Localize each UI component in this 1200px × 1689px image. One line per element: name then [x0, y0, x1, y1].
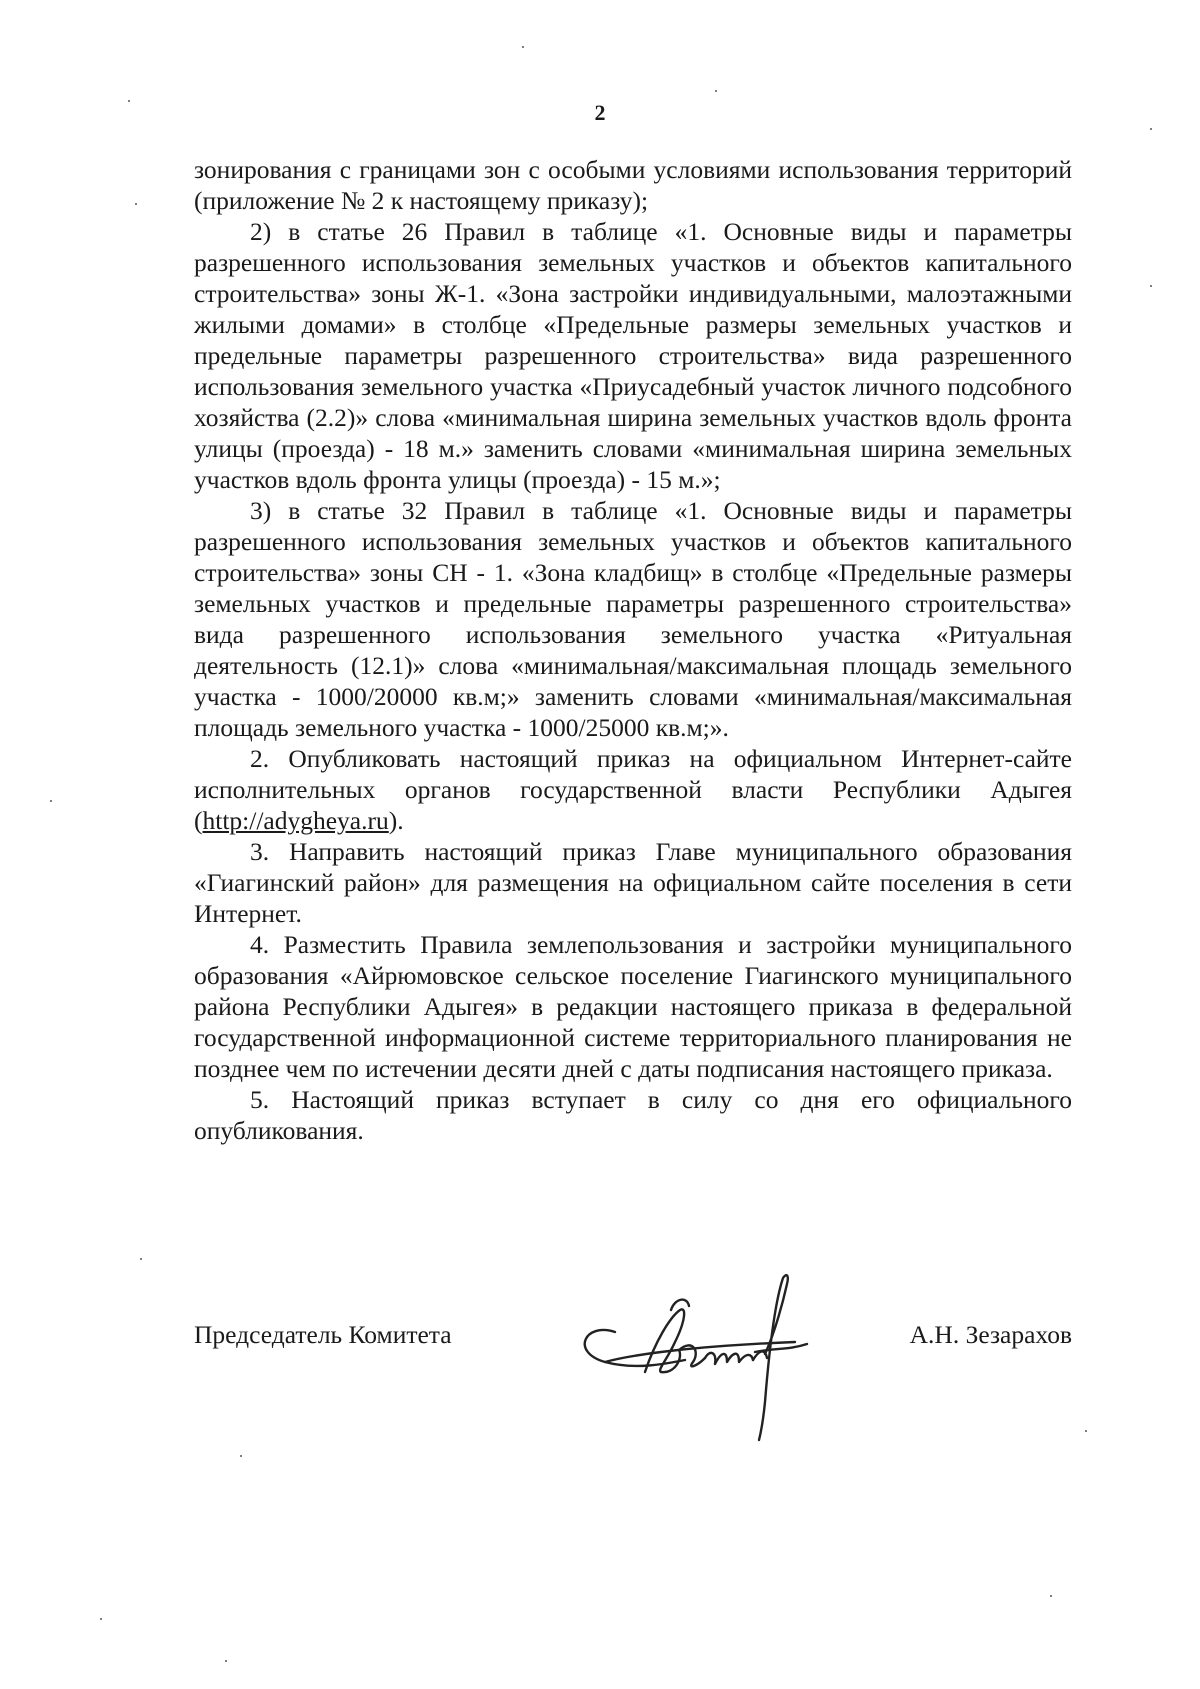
- website-link[interactable]: http://adygheya.ru: [202, 806, 389, 835]
- paragraph-item-3: 3. Направить настоящий приказ Главе муниципального образования «Гиагинский район» для размещения на официальном сайте поселения в сети Интернет.: [194, 837, 1072, 928]
- item-2-tail: ).: [388, 806, 404, 835]
- paragraph-item-5: 5. Настоящий приказ вступает в силу со дня его официального опубликования.: [194, 1085, 1072, 1145]
- signatory-title: Председатель Комитета: [194, 1320, 452, 1349]
- scan-speck: [240, 1455, 242, 1457]
- scan-speck: [1150, 285, 1152, 287]
- item-2-text: 2. Опубликовать настоящий приказ на официальном Интернет-сайте исполнительных органов государственной власти Республики Адыгея (: [194, 744, 1072, 835]
- scan-speck: [225, 1660, 227, 1662]
- signatory-name: А.Н. Зезарахов: [909, 1320, 1072, 1349]
- scan-speck: [100, 1618, 102, 1620]
- paragraph-item-4: 4. Разместить Правила землепользования и застройки муниципального образования «Айрюмовское сельское поселение Гиагинского муниципального района Республики Адыгея» в редакции настоящего приказа в федеральной государственной информационной системе территориального планирования не позднее чем по истечении десяти дней с даты подписания настоящего приказа.: [194, 930, 1072, 1083]
- paragraph-item-1-3: 3) в статье 32 Правил в таблице «1. Основные виды и параметры разрешенного использования земельных участков и объектов капитального строительства» зоны СН - 1. «Зона кладбищ» в столбце «Предельные размеры земельных участков и предельные параметры разрешенного строительства» вида разрешенного использования земельного участка «Ритуальная деятельность (12.1)» слова «минимальная/максимальная площадь земельного участка - 1000/20000 кв.м;» заменить словами «минимальная/максимальная площадь земельного участка - 1000/25000 кв.м;».: [194, 496, 1072, 742]
- paragraph-continuation: зонирования с границами зон с особыми условиями использования территорий (приложение № 2 к настоящему приказу);: [194, 155, 1072, 215]
- handwritten-signature: [575, 1262, 855, 1462]
- document-body: [194, 154, 1072, 1146]
- paragraph-item-1-2: 2) в статье 26 Правил в таблице «1. Основные виды и параметры разрешенного использования земельных участков и объектов капитального строительства» зоны Ж-1. «Зона застройки индивидуальными, малоэтажными жилыми домами» в столбце «Предельные размеры земельных участков и предельные параметры разрешенного строительства» вида разрешенного использования земельного участка «Приусадебный участок личного подсобного хозяйства (2.2)» слова «минимальная ширина земельных участков вдоль фронта улицы (проезда) - 18 м.» заменить словами «минимальная ширина земельных участков вдоль фронта улицы (проезда) - 15 м.»;: [194, 217, 1072, 494]
- scan-speck: [1085, 1430, 1087, 1432]
- scan-speck: [1150, 128, 1152, 130]
- scan-speck: [715, 90, 717, 92]
- page-number: 2: [594, 100, 606, 125]
- paragraph-item-2: [194, 743, 1072, 836]
- scan-speck: [1050, 1595, 1052, 1597]
- scan-speck: [50, 800, 52, 802]
- scan-speck: [522, 46, 524, 48]
- scan-speck: [135, 203, 137, 205]
- scan-speck: [128, 100, 130, 102]
- scan-speck: [140, 1258, 142, 1260]
